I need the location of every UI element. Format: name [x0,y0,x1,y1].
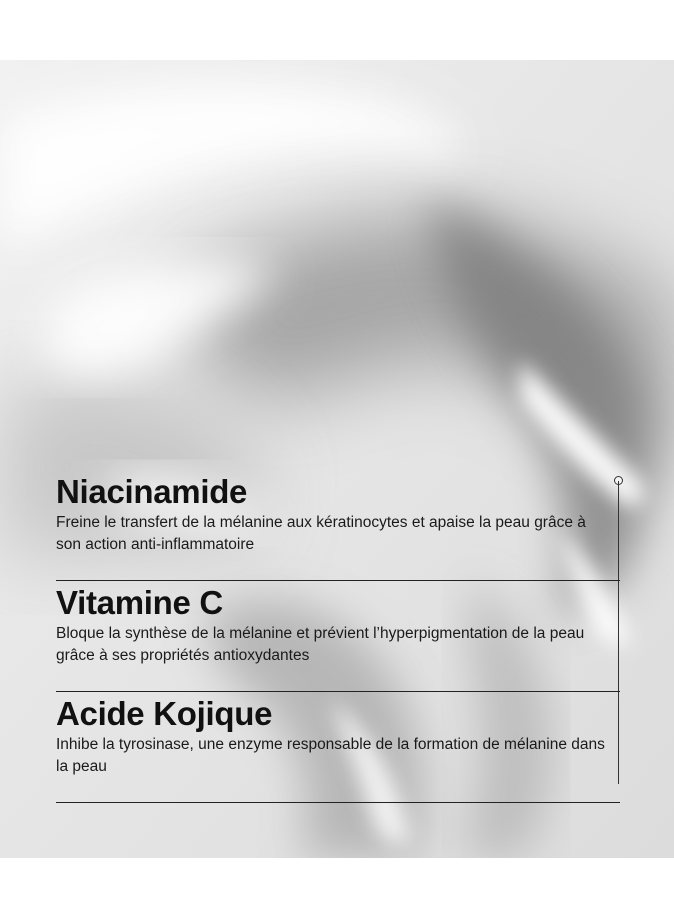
ingredient-vitamine-c [56,581,620,692]
ingredient-description: Bloque la synthèse de la mélanine et prévient l’hyperpigmentation de la peau grâce à ses propriétés antioxydantes [56,625,585,664]
ingredients-list [56,470,620,803]
ingredient-title: Vitamine C [56,584,223,621]
ingredient-description: Inhibe la tyrosinase, une enzyme responsable de la formation de mélanine dans la peau [56,736,605,775]
ingredient-title: Niacinamide [56,473,248,510]
ingredient-description: Freine le transfert de la mélanine aux kératinocytes et apaise la peau grâce à son action anti-inflammatoire [56,514,586,553]
ingredient-title: Acide Kojique [56,695,273,732]
ingredient-niacinamide [56,470,620,581]
ingredient-acide-kojique [56,692,620,803]
